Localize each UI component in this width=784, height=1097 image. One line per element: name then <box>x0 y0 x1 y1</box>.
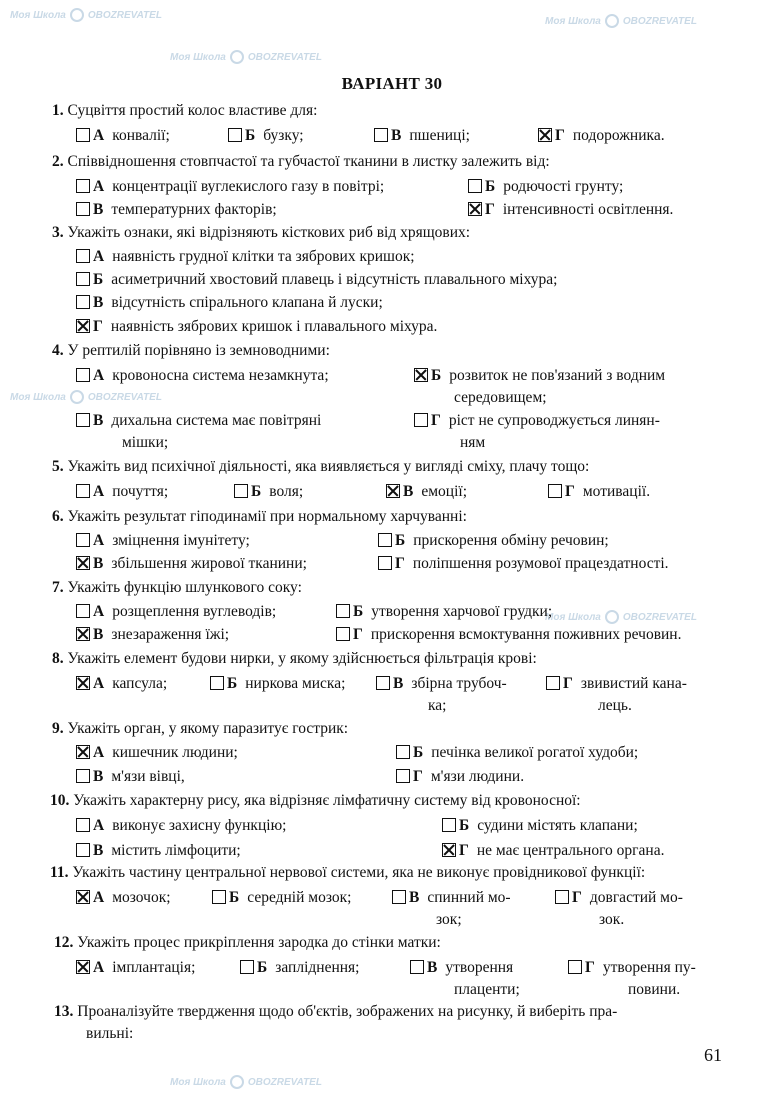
checked-checkbox[interactable] <box>76 627 90 641</box>
watermark: Моя Школа OBOZREVATEL <box>545 16 697 27</box>
checkbox[interactable] <box>548 484 562 498</box>
checked-checkbox[interactable] <box>468 202 482 216</box>
answer-option[interactable]: Б середній мозок; <box>212 887 351 909</box>
question: 6. Укажіть результат гіподинамії при нормальному харчуванні: <box>52 508 467 525</box>
answer-option[interactable]: В емоції; <box>386 481 467 503</box>
question: 12. Укажіть процес прикріплення зародка до стінки матки: <box>54 934 441 951</box>
watermark-logo-icon <box>70 390 84 404</box>
checkbox[interactable] <box>76 604 90 618</box>
checkbox[interactable] <box>76 484 90 498</box>
answer-option[interactable]: В дихальна система має повітряні мішки; <box>76 410 321 454</box>
answer-option[interactable]: В знезараження їжі; <box>76 624 229 646</box>
page-number: 61 <box>704 1045 722 1065</box>
question: 4. У рептилій порівняно із земноводними: <box>52 342 330 359</box>
answer-option[interactable]: Б асиметричний хвостовий плавець і відсутність плавального міхура; <box>76 269 557 291</box>
answer-option[interactable]: А мозочок; <box>76 887 171 909</box>
checked-checkbox[interactable] <box>76 556 90 570</box>
checkbox[interactable] <box>210 676 224 690</box>
checkbox[interactable] <box>378 533 392 547</box>
question: 5. Укажіть вид психічної діяльності, яка виявляється у вигляді сміху, плачу тощо: <box>52 458 590 475</box>
answer-option[interactable]: Б печінка великої рогатої худоби; <box>396 742 638 764</box>
answer-option[interactable]: Г подорожника. <box>538 125 665 147</box>
answer-option[interactable]: В відсутність спірального клапана й луски; <box>76 292 383 314</box>
checkbox[interactable] <box>336 604 350 618</box>
question: 2. Співвідношення стовпчастої та губчастої тканини в листку залежить від: <box>52 153 550 170</box>
checkbox[interactable] <box>76 272 90 286</box>
checkbox[interactable] <box>396 745 410 759</box>
answer-option[interactable]: Г мотивації. <box>548 481 650 503</box>
checkbox[interactable] <box>76 413 90 427</box>
checked-checkbox[interactable] <box>386 484 400 498</box>
checkbox[interactable] <box>76 769 90 783</box>
answer-option[interactable]: А імплантація; <box>76 957 195 979</box>
checkbox[interactable] <box>568 960 582 974</box>
watermark: Моя Школа OBOZREVATEL <box>170 52 322 63</box>
answer-option[interactable]: Г утворення пу- повини. <box>568 957 696 1001</box>
answer-option[interactable]: В збільшення жирової тканини; <box>76 553 307 575</box>
answer-option[interactable]: Б запліднення; <box>240 957 359 979</box>
answer-option[interactable]: Г не має центрального органа. <box>442 840 664 862</box>
checkbox[interactable] <box>410 960 424 974</box>
question: 10. Укажіть характерну рису, яка відрізняє лімфатичну систему від кровоносної: <box>50 792 581 809</box>
question: 3. Укажіть ознаки, які відрізняють кісткових риб від хрящових: <box>52 224 471 241</box>
answer-option[interactable]: А кишечник людини; <box>76 742 238 764</box>
answer-option[interactable]: Б прискорення обміну речовин; <box>378 530 609 552</box>
checked-checkbox[interactable] <box>76 890 90 904</box>
watermark-logo-icon <box>70 8 84 22</box>
answer-option[interactable]: А зміцнення імунітету; <box>76 530 250 552</box>
watermark-logo-icon <box>605 14 619 28</box>
answer-option[interactable]: Г довгастий мо- зок. <box>555 887 683 931</box>
answer-option[interactable]: Б розвиток не пов'язаний з водним середовищем; <box>414 365 665 409</box>
answer-option[interactable]: В спинний мо- зок; <box>392 887 511 931</box>
answer-option[interactable]: Г наявність зябрових кришок і плавального міхура. <box>76 316 437 338</box>
answer-option[interactable]: А розщеплення вуглеводів; <box>76 601 276 623</box>
answer-option[interactable]: А почуття; <box>76 481 168 503</box>
answer-option[interactable]: В утворення плаценти; <box>410 957 520 1001</box>
checked-checkbox[interactable] <box>442 843 456 857</box>
checked-checkbox[interactable] <box>76 676 90 690</box>
question: 13. Проаналізуйте твердження щодо об'єктів, зображених на рисунку, й виберіть пра- <box>54 1003 618 1020</box>
answer-option[interactable]: В пшениці; <box>374 125 470 147</box>
answer-option[interactable]: Б родючості грунту; <box>468 176 623 198</box>
checkbox[interactable] <box>376 676 390 690</box>
checkbox[interactable] <box>546 676 560 690</box>
answer-option[interactable]: В містить лімфоцити; <box>76 840 241 862</box>
checkbox[interactable] <box>555 890 569 904</box>
watermark-logo-icon <box>230 50 244 64</box>
checkbox[interactable] <box>76 179 90 193</box>
checkbox[interactable] <box>378 556 392 570</box>
checkbox[interactable] <box>76 249 90 263</box>
checked-checkbox[interactable] <box>76 960 90 974</box>
answer-option[interactable]: Б судини містять клапани; <box>442 815 638 837</box>
checkbox[interactable] <box>374 128 388 142</box>
checkbox[interactable] <box>442 818 456 832</box>
checkbox[interactable] <box>392 890 406 904</box>
checkbox[interactable] <box>76 295 90 309</box>
checked-checkbox[interactable] <box>76 745 90 759</box>
checkbox[interactable] <box>396 769 410 783</box>
answer-option[interactable]: В м'язи вівці, <box>76 766 185 788</box>
checkbox[interactable] <box>414 413 428 427</box>
answer-option[interactable]: Г прискорення всмоктування поживних речовин. <box>336 624 681 646</box>
question: 11. Укажіть частину центральної нервової системи, яка не виконує провідникової функції: <box>50 864 646 881</box>
checkbox[interactable] <box>76 818 90 832</box>
checkbox[interactable] <box>76 202 90 216</box>
answer-option[interactable]: В температурних факторів; <box>76 199 277 221</box>
checked-checkbox[interactable] <box>538 128 552 142</box>
question: 1. Суцвіття простий колос властиве для: <box>52 102 318 119</box>
watermark-logo-icon <box>605 610 619 624</box>
question: 7. Укажіть функцію шлункового соку: <box>52 579 302 596</box>
answer-option[interactable]: Б воля; <box>234 481 303 503</box>
answer-option[interactable]: А концентрації вуглекислого газу в повітрі; <box>76 176 384 198</box>
checkbox[interactable] <box>234 484 248 498</box>
answer-option[interactable]: Б утворення харчової грудки; <box>336 601 552 623</box>
answer-option[interactable]: А наявність грудної клітки та зябрових кришок; <box>76 246 415 268</box>
watermark: Моя Школа OBOZREVATEL <box>10 392 162 403</box>
checked-checkbox[interactable] <box>414 368 428 382</box>
answer-option[interactable]: Г м'язи людини. <box>396 766 524 788</box>
answer-option[interactable]: Б ниркова миска; <box>210 673 345 695</box>
answer-option[interactable]: Б бузку; <box>228 125 304 147</box>
checkbox[interactable] <box>76 843 90 857</box>
answer-option[interactable]: А кровоносна система незамкнута; <box>76 365 329 387</box>
answer-option[interactable]: Г інтенсивності освітлення. <box>468 199 673 221</box>
watermark: Моя Школа OBOZREVATEL <box>545 612 697 623</box>
checkbox[interactable] <box>212 890 226 904</box>
checkbox[interactable] <box>76 533 90 547</box>
answer-option[interactable]: А конвалії; <box>76 125 170 147</box>
answer-option[interactable]: Г поліпшення розумової працездатності. <box>378 553 669 575</box>
watermark: Моя Школа OBOZREVATEL <box>10 10 162 21</box>
question: 9. Укажіть орган, у якому паразитує гострик: <box>52 720 349 737</box>
watermark: Моя Школа OBOZREVATEL <box>170 1077 322 1088</box>
watermark-logo-icon <box>230 1075 244 1089</box>
checkbox[interactable] <box>468 179 482 193</box>
question: 8. Укажіть елемент будови нирки, у якому здійснюється фільтрація крові: <box>52 650 537 667</box>
checkbox[interactable] <box>240 960 254 974</box>
answer-option[interactable]: Г ріст не супроводжується линян- ням <box>414 410 660 454</box>
answer-option[interactable]: А виконує захисну функцію; <box>76 815 286 837</box>
question-continuation: вильні: <box>86 1025 134 1042</box>
answer-option[interactable]: А капсула; <box>76 673 167 695</box>
checkbox[interactable] <box>76 128 90 142</box>
answer-option[interactable]: В збірна трубоч- ка; <box>376 673 507 717</box>
checkbox[interactable] <box>336 627 350 641</box>
checkbox[interactable] <box>228 128 242 142</box>
page-title: ВАРІАНТ 30 <box>341 74 443 93</box>
answer-option[interactable]: Г звивистий кана- лець. <box>546 673 687 717</box>
checked-checkbox[interactable] <box>76 319 90 333</box>
checkbox[interactable] <box>76 368 90 382</box>
